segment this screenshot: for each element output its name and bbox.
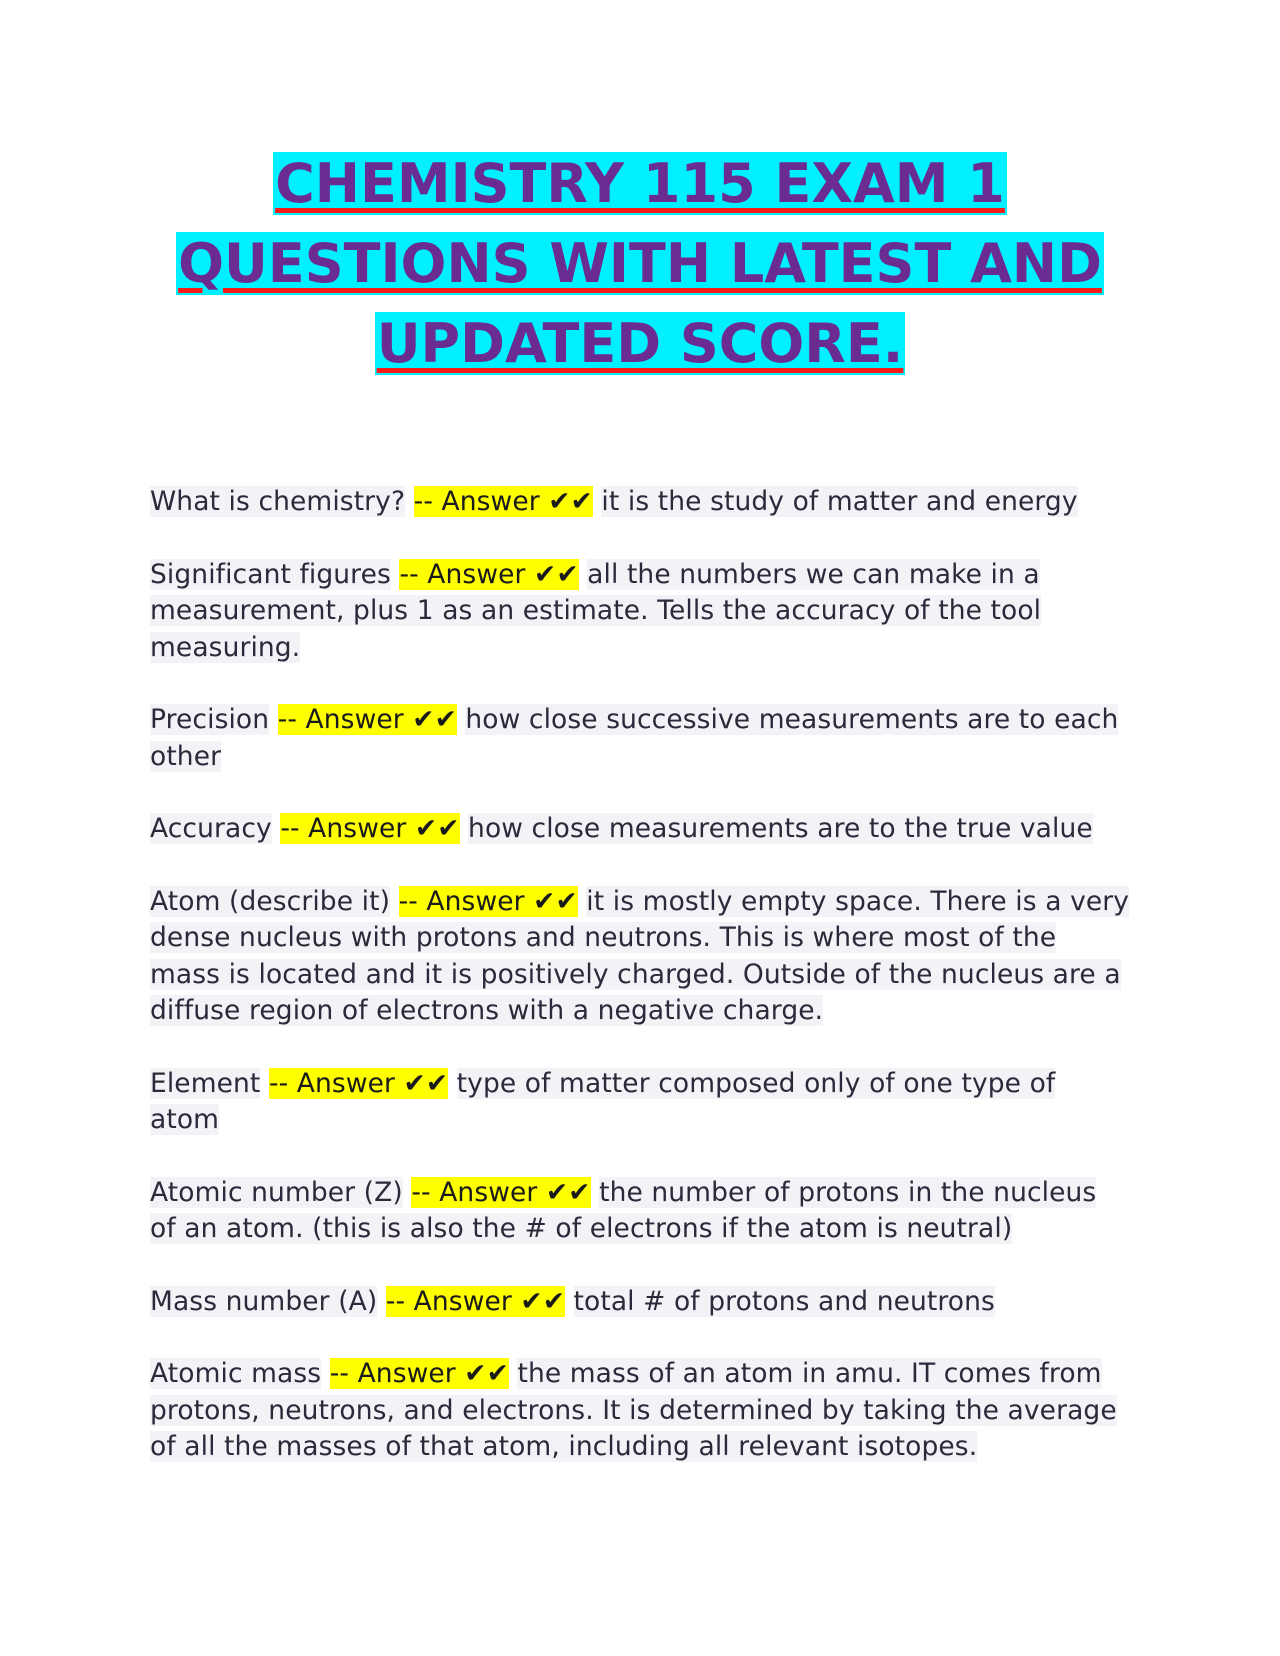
- answer-marker: -- Answer ✔✔: [280, 813, 460, 844]
- title-line-2: QUESTIONS WITH LATEST AND: [178, 232, 1102, 295]
- qa-item: [150, 811, 1130, 848]
- answer-marker: -- Answer ✔✔: [399, 558, 579, 590]
- qa-item: [150, 1356, 1130, 1466]
- question-text: Atom (describe it): [150, 885, 391, 917]
- answer-text: it is the study of matter and energy: [601, 486, 1078, 517]
- qa-item: [150, 484, 1130, 521]
- title-line-3: UPDATED SCORE.: [376, 312, 904, 375]
- question-text: What is chemistry?: [150, 486, 406, 517]
- qa-item: [150, 702, 1130, 775]
- answer-text: all the numbers we can make in a measurement, plus 1 as an estimate. Tells the accuracy of the tool measuring.: [150, 558, 1042, 663]
- qa-item: [150, 557, 1130, 667]
- qa-item: [150, 1066, 1130, 1139]
- question-text: Significant figures: [150, 558, 391, 590]
- answer-marker: -- Answer ✔✔: [277, 704, 457, 735]
- question-text: Atomic number (Z): [150, 1176, 403, 1208]
- answer-marker: -- Answer ✔✔: [329, 1358, 509, 1389]
- answer-text: how close measurements are to the true value: [468, 813, 1093, 844]
- qa-item: [150, 884, 1130, 1030]
- answer-text: how close successive measurements are to each other: [150, 704, 1119, 772]
- qa-item: [150, 1175, 1130, 1248]
- title-line-1: CHEMISTRY 115 EXAM 1: [275, 152, 1005, 215]
- document-title: [150, 144, 1130, 384]
- question-answer-list: [150, 484, 1130, 1502]
- question-text: Mass number (A): [150, 1285, 378, 1317]
- answer-text: the mass of an atom in amu. IT comes from protons, neutrons, and electrons. It is determined by taking the average of all the masses of that atom, including all relevant isotopes.: [150, 1358, 1117, 1462]
- question-text: Precision: [150, 704, 270, 735]
- answer-marker: -- Answer ✔✔: [268, 1067, 449, 1099]
- answer-marker: -- Answer ✔✔: [398, 885, 578, 917]
- answer-text: total # of protons and neutrons: [573, 1285, 995, 1317]
- question-text: Element: [150, 1067, 261, 1099]
- question-text: Accuracy: [150, 813, 272, 844]
- answer-marker: -- Answer ✔✔: [413, 486, 593, 517]
- answer-marker: -- Answer ✔✔: [411, 1176, 591, 1208]
- question-text: Atomic mass: [150, 1358, 322, 1389]
- answer-text: it is mostly empty space. There is a very dense nucleus with protons and neutrons. This is where most of the mass is located and it is positively charged. Outside of the nucleus are a diffuse region of electrons with a negative charge.: [150, 885, 1130, 1026]
- answer-text: type of matter composed only of one type of atom: [150, 1067, 1056, 1135]
- answer-marker: -- Answer ✔✔: [385, 1285, 566, 1317]
- qa-item: [150, 1284, 1130, 1321]
- answer-text: the number of protons in the nucleus of an atom. (this is also the # of electrons if the atom is neutral): [150, 1176, 1097, 1244]
